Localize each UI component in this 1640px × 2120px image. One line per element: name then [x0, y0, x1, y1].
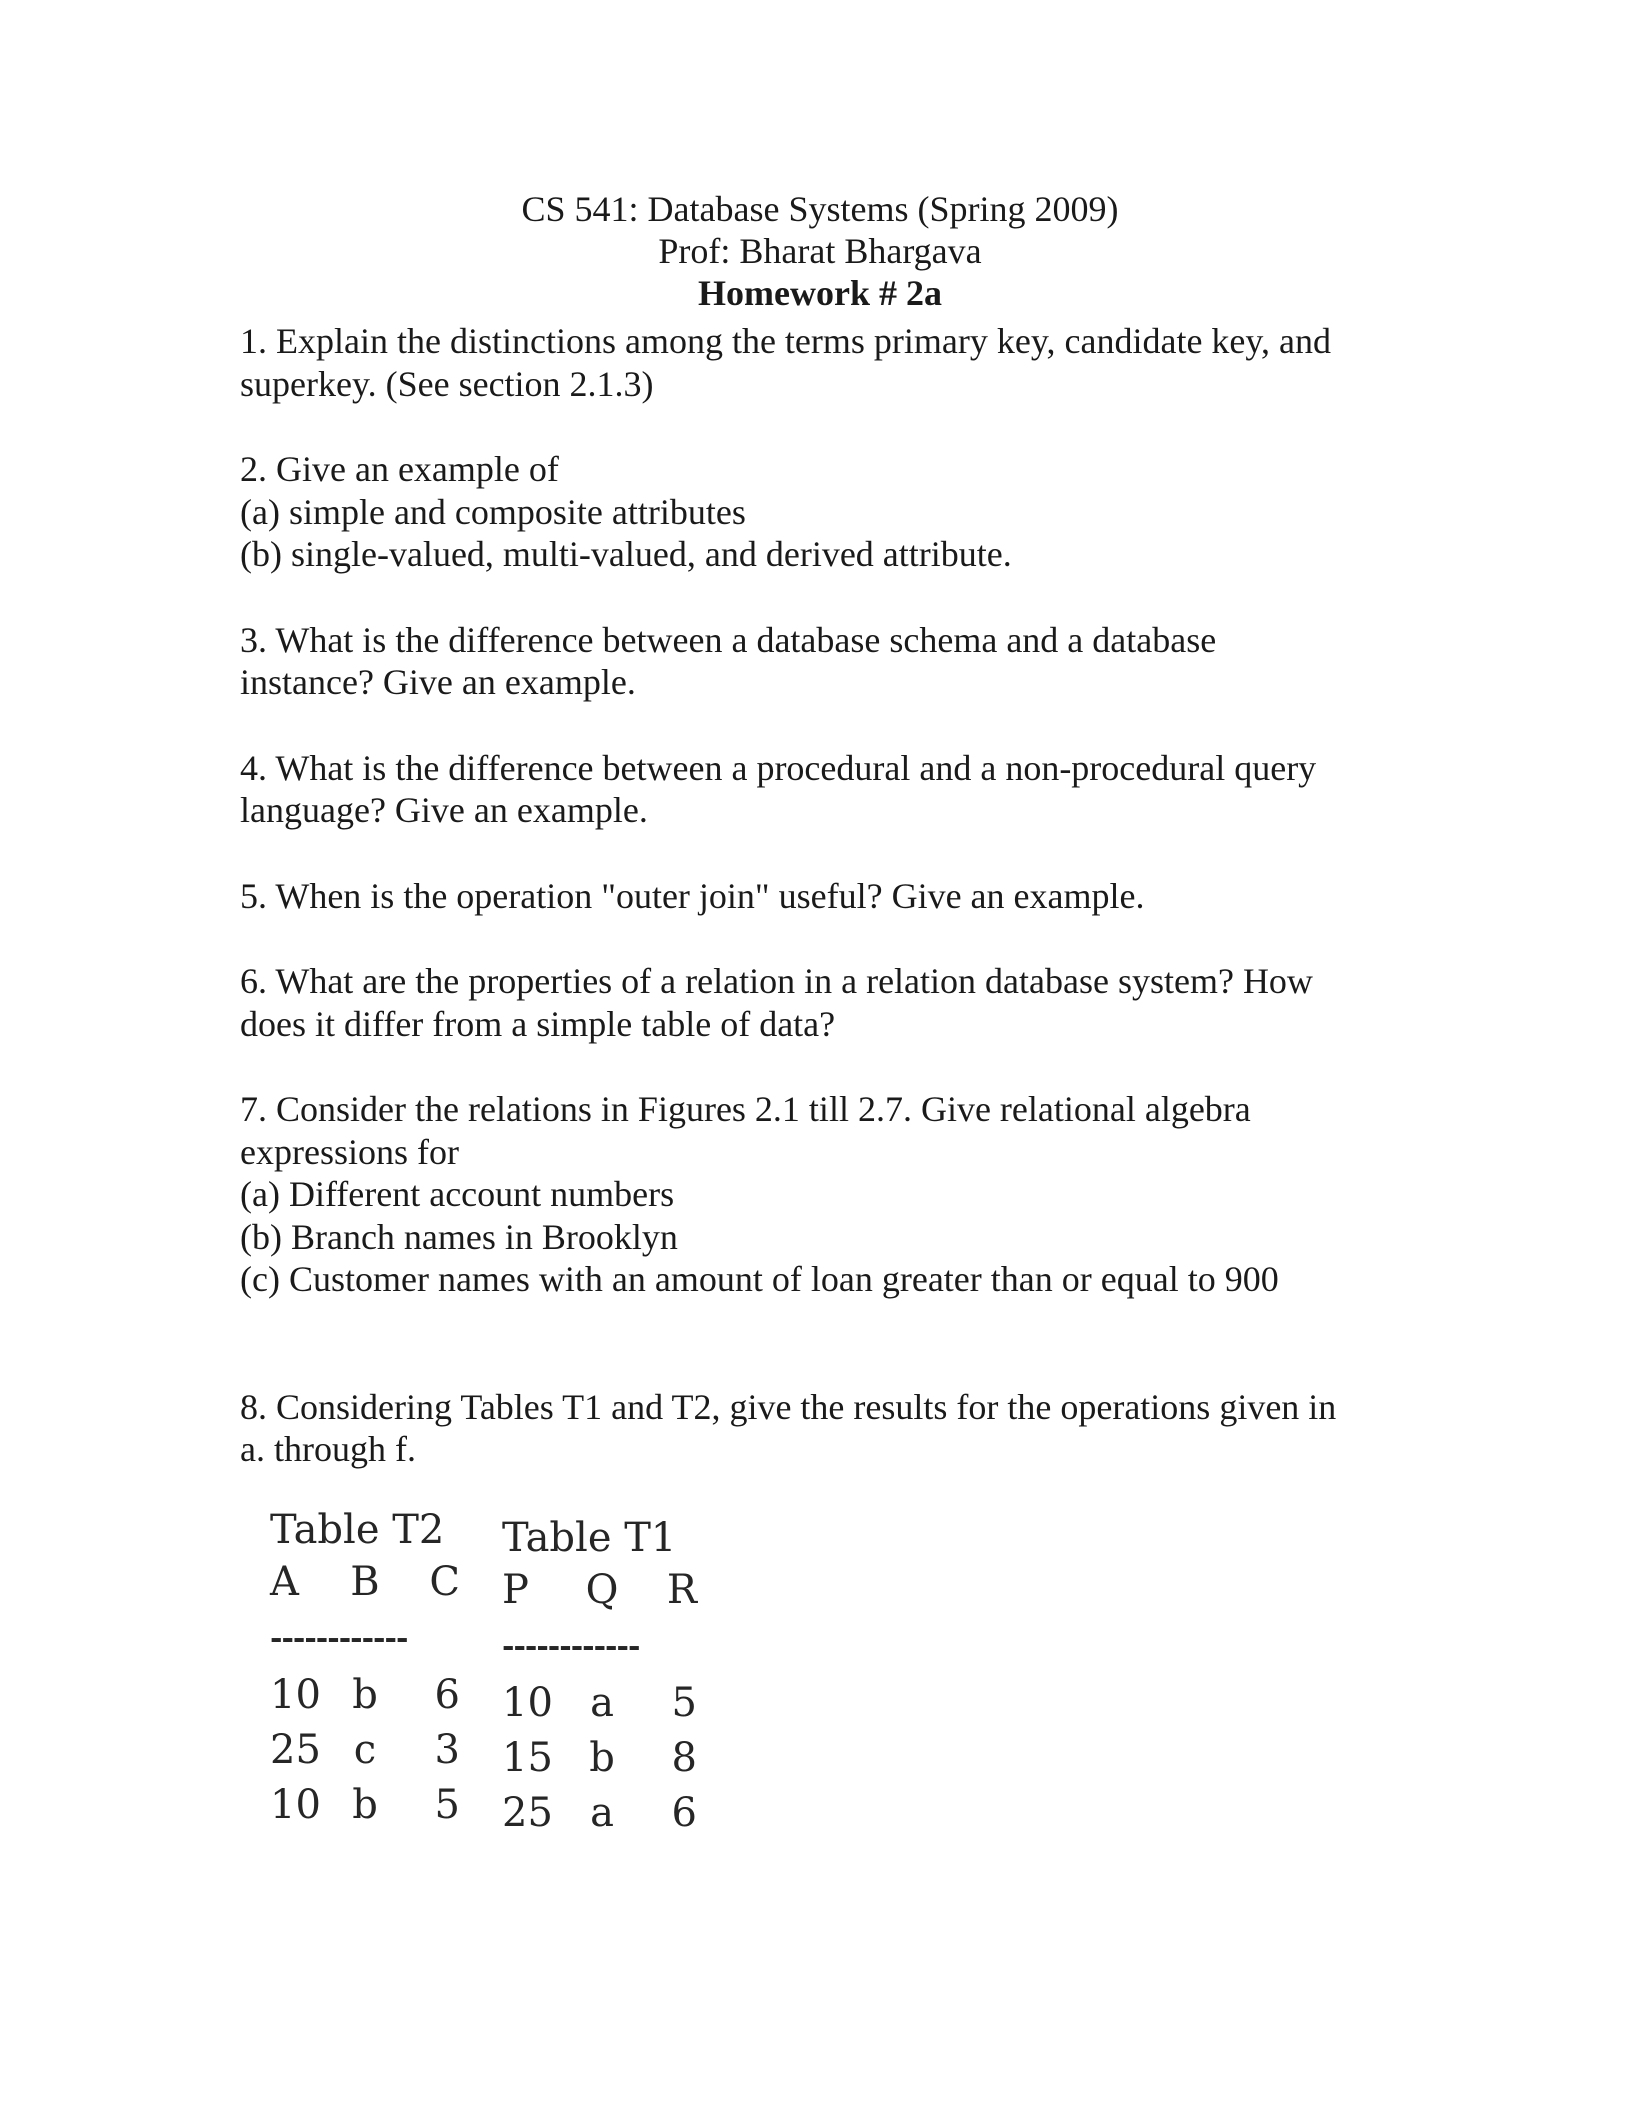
- tables-figure: [270, 1505, 730, 1865]
- table-cell: 10: [270, 1672, 321, 1718]
- table-t1: [502, 1513, 697, 1841]
- questions-list: [240, 320, 1420, 1514]
- question-line: language? Give an example.: [240, 790, 648, 830]
- table-cell: 25: [270, 1727, 321, 1773]
- question-6: [240, 960, 1420, 1045]
- question-line: 2. Give an example of: [240, 449, 559, 489]
- table-cell: 25: [502, 1790, 553, 1836]
- column-header: Q: [585, 1567, 619, 1613]
- course-title: CS 541: Database Systems (Spring 2009): [521, 189, 1119, 229]
- table-cell: 8: [671, 1735, 697, 1781]
- question-line: 6. What are the properties of a relation in a relation database system? How: [240, 961, 1313, 1001]
- question-3: [240, 619, 1420, 704]
- question-line: 8. Considering Tables T1 and T2, give the results for the operations given in: [240, 1386, 1337, 1427]
- table-t2: [270, 1505, 460, 1833]
- question-line: (b) Branch names in Brooklyn: [240, 1216, 678, 1257]
- question-line: (b) single-valued, multi-valued, and derived attribute.: [240, 534, 1012, 574]
- table-title: Table T2: [270, 1507, 445, 1553]
- question-line: 7. Consider the relations in Figures 2.1 till 2.7. Give relational algebra: [240, 1089, 1251, 1129]
- question-line: (c) Customer names with an amount of loan greater than or equal to 900: [240, 1259, 1279, 1299]
- table-cell: b: [589, 1735, 615, 1781]
- table-cell: 6: [671, 1790, 697, 1836]
- question-line: superkey. (See section 2.1.3): [240, 363, 654, 404]
- table-body: [270, 1668, 460, 1833]
- question-1: [240, 320, 1420, 405]
- question-line: expressions for: [240, 1131, 459, 1172]
- question-line: instance? Give an example.: [240, 662, 636, 702]
- table-cell: 3: [434, 1727, 460, 1773]
- table-cell: 10: [270, 1782, 321, 1828]
- table-cell: 6: [434, 1672, 460, 1718]
- question-line: 1. Explain the distinctions among the terms primary key, candidate key, and: [240, 321, 1332, 361]
- question-line: (a) simple and composite attributes: [240, 491, 746, 532]
- column-header: P: [502, 1567, 529, 1613]
- table-row: [502, 1731, 697, 1786]
- table-row: [270, 1778, 460, 1833]
- column-header: C: [429, 1559, 460, 1605]
- question-line: does it differ from a simple table of data?: [240, 1003, 836, 1044]
- question-8: [240, 1386, 1420, 1471]
- table-cell: 15: [502, 1735, 553, 1781]
- table-cell: 5: [434, 1782, 460, 1828]
- homework-title: Homework # 2a: [698, 273, 942, 313]
- table-cell: a: [590, 1790, 614, 1836]
- question-2: [240, 448, 1420, 576]
- table-cell: b: [352, 1672, 378, 1718]
- table-row: [502, 1676, 697, 1731]
- column-header: R: [666, 1567, 697, 1613]
- table-row: [502, 1786, 697, 1841]
- table-title: Table T1: [502, 1515, 677, 1561]
- question-line: 3. What is the difference between a database schema and a database: [240, 619, 1217, 660]
- column-header: A: [270, 1559, 299, 1605]
- table-body: [502, 1676, 697, 1841]
- question-7: [240, 1088, 1420, 1301]
- table-divider: ------------: [270, 1621, 408, 1656]
- table-row: [270, 1723, 460, 1778]
- table-cell: 5: [671, 1680, 697, 1726]
- question-line: (a) Different account numbers: [240, 1174, 675, 1214]
- table-cell: 10: [502, 1680, 553, 1726]
- table-header-row: [502, 1563, 697, 1618]
- question-4: [240, 747, 1420, 832]
- question-line: a. through f.: [240, 1429, 416, 1469]
- table-row: [270, 1668, 460, 1723]
- question-line: 4. What is the difference between a procedural and a non-procedural query: [240, 747, 1317, 788]
- table-cell: a: [590, 1680, 614, 1726]
- table-cell: b: [352, 1782, 378, 1828]
- table-divider: ------------: [502, 1629, 640, 1664]
- table-header-row: [270, 1555, 460, 1610]
- question-5: [240, 875, 1420, 918]
- table-cell: c: [353, 1727, 377, 1773]
- question-line: 5. When is the operation "outer join" useful? Give an example.: [240, 875, 1145, 916]
- column-header: B: [350, 1559, 380, 1605]
- document-header: [0, 188, 1640, 314]
- professor-name: Prof: Bharat Bhargava: [658, 231, 982, 271]
